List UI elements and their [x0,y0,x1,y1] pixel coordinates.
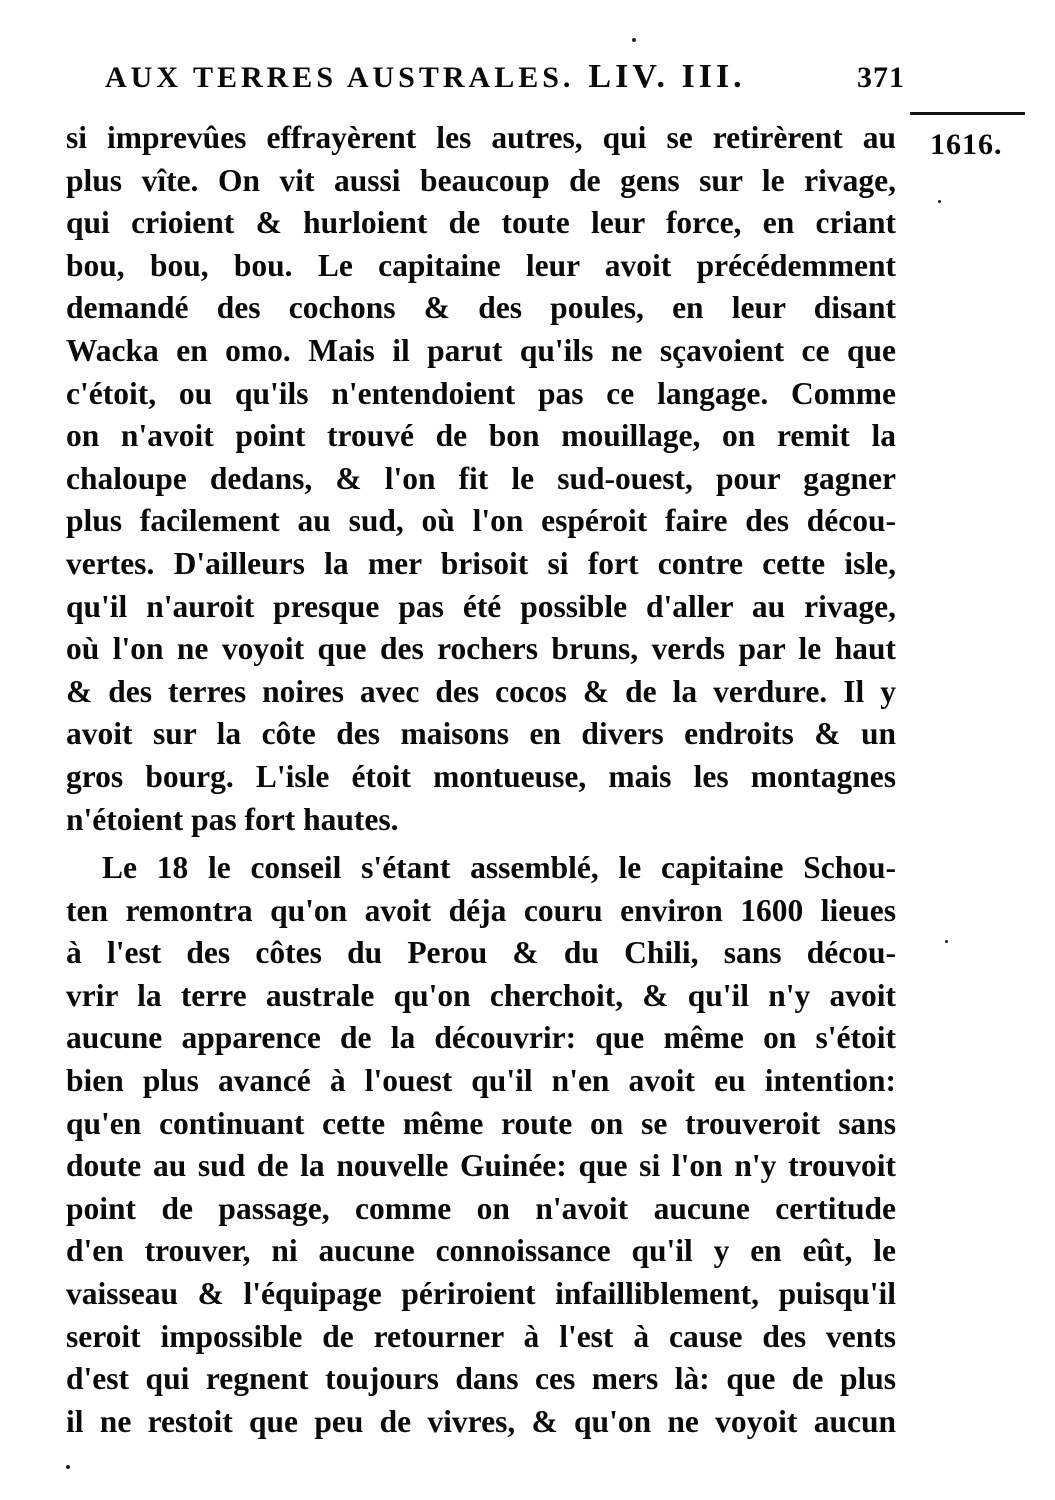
text-line: bien plus avancé à l'ouest qu'il n'en avoit eu intention: [66,1063,896,1099]
text-line: vaisseau & l'équipage périroient infailliblement, puisqu'il [66,1276,896,1312]
running-head-book: LIV. III. [588,58,746,95]
text-line: chaloupe dedans, & l'on fit le sud-ouest, pour gagner [66,460,896,496]
text-line: vertes. D'ailleurs la mer brisoit si fort contre cette isle, [66,545,896,581]
text-line: aucune apparence de la découvrir: que même on s'étoit [66,1020,896,1056]
body-text [66,117,896,1443]
text-line: point de passage, comme on n'avoit aucune certitude [66,1190,896,1226]
text-line: bou, bou, bou. Le capitaine leur avoit précédemment [66,247,896,283]
running-head-title: AUX TERRES AUSTRALES. [105,61,575,94]
scan-speck [66,1465,70,1469]
scan-speck [632,38,636,42]
scan-speck [938,200,941,203]
running-head [105,58,905,104]
text-line: d'en trouver, ni aucune connoissance qu'il y en eût, le [66,1233,896,1269]
page-number: 371 [857,61,905,94]
margin-year: 1616. [930,128,1003,161]
text-line: Le 18 le conseil s'étant assemblé, le capitaine Schou- [102,850,896,886]
text-line: avoit sur la côte des maisons en divers endroits & un [66,716,896,752]
text-line: doute au sud de la nouvelle Guinée: que si l'on n'y trouvoit [66,1148,896,1184]
margin-rule [910,112,1025,115]
text-line: qu'en continuant cette même route on se trouveroit sans [66,1105,896,1141]
text-line: plus vîte. On vit aussi beaucoup de gens sur le rivage, [66,162,896,198]
text-line: à l'est des côtes du Perou & du Chili, sans décou- [66,935,896,971]
text-line: d'est qui regnent toujours dans ces mers là: que de plus [66,1361,896,1397]
text-line: on n'avoit point trouvé de bon mouillage, on remit la [66,418,896,454]
text-line: gros bourg. L'isle étoit montueuse, mais les montagnes [66,758,896,794]
text-line: demandé des cochons & des poules, en leur disant [66,290,896,326]
text-line: seroit impossible de retourner à l'est à cause des vents [66,1318,896,1354]
text-line: qui crioient & hurloient de toute leur force, en criant [66,205,896,241]
text-line: & des terres noires avec des cocos & de la verdure. Il y [66,673,896,709]
text-line: n'étoient pas fort hautes. [66,801,399,837]
text-line: si imprevûes effrayèrent les autres, qui se retirèrent au [66,120,896,155]
text-line: plus facilement au sud, où l'on espéroit faire des décou- [66,503,896,539]
text-line: c'étoit, ou qu'ils n'entendoient pas ce langage. Comme [66,375,896,411]
scan-speck [945,940,948,943]
text-line: Wacka en omo. Mais il parut qu'ils ne sçavoient ce que [66,332,896,368]
text-line: où l'on ne voyoit que des rochers bruns, verds par le haut [66,631,896,667]
text-line: il ne restoit que peu de vivres, & qu'on ne voyoit aucun [66,1403,896,1439]
text-line: qu'il n'auroit presque pas été possible d'aller au rivage, [66,588,896,624]
text-line: ten remontra qu'on avoit déja couru environ 1600 lieues [66,892,896,928]
text-line: vrir la terre australe qu'on cherchoit, & qu'il n'y avoit [66,977,896,1013]
